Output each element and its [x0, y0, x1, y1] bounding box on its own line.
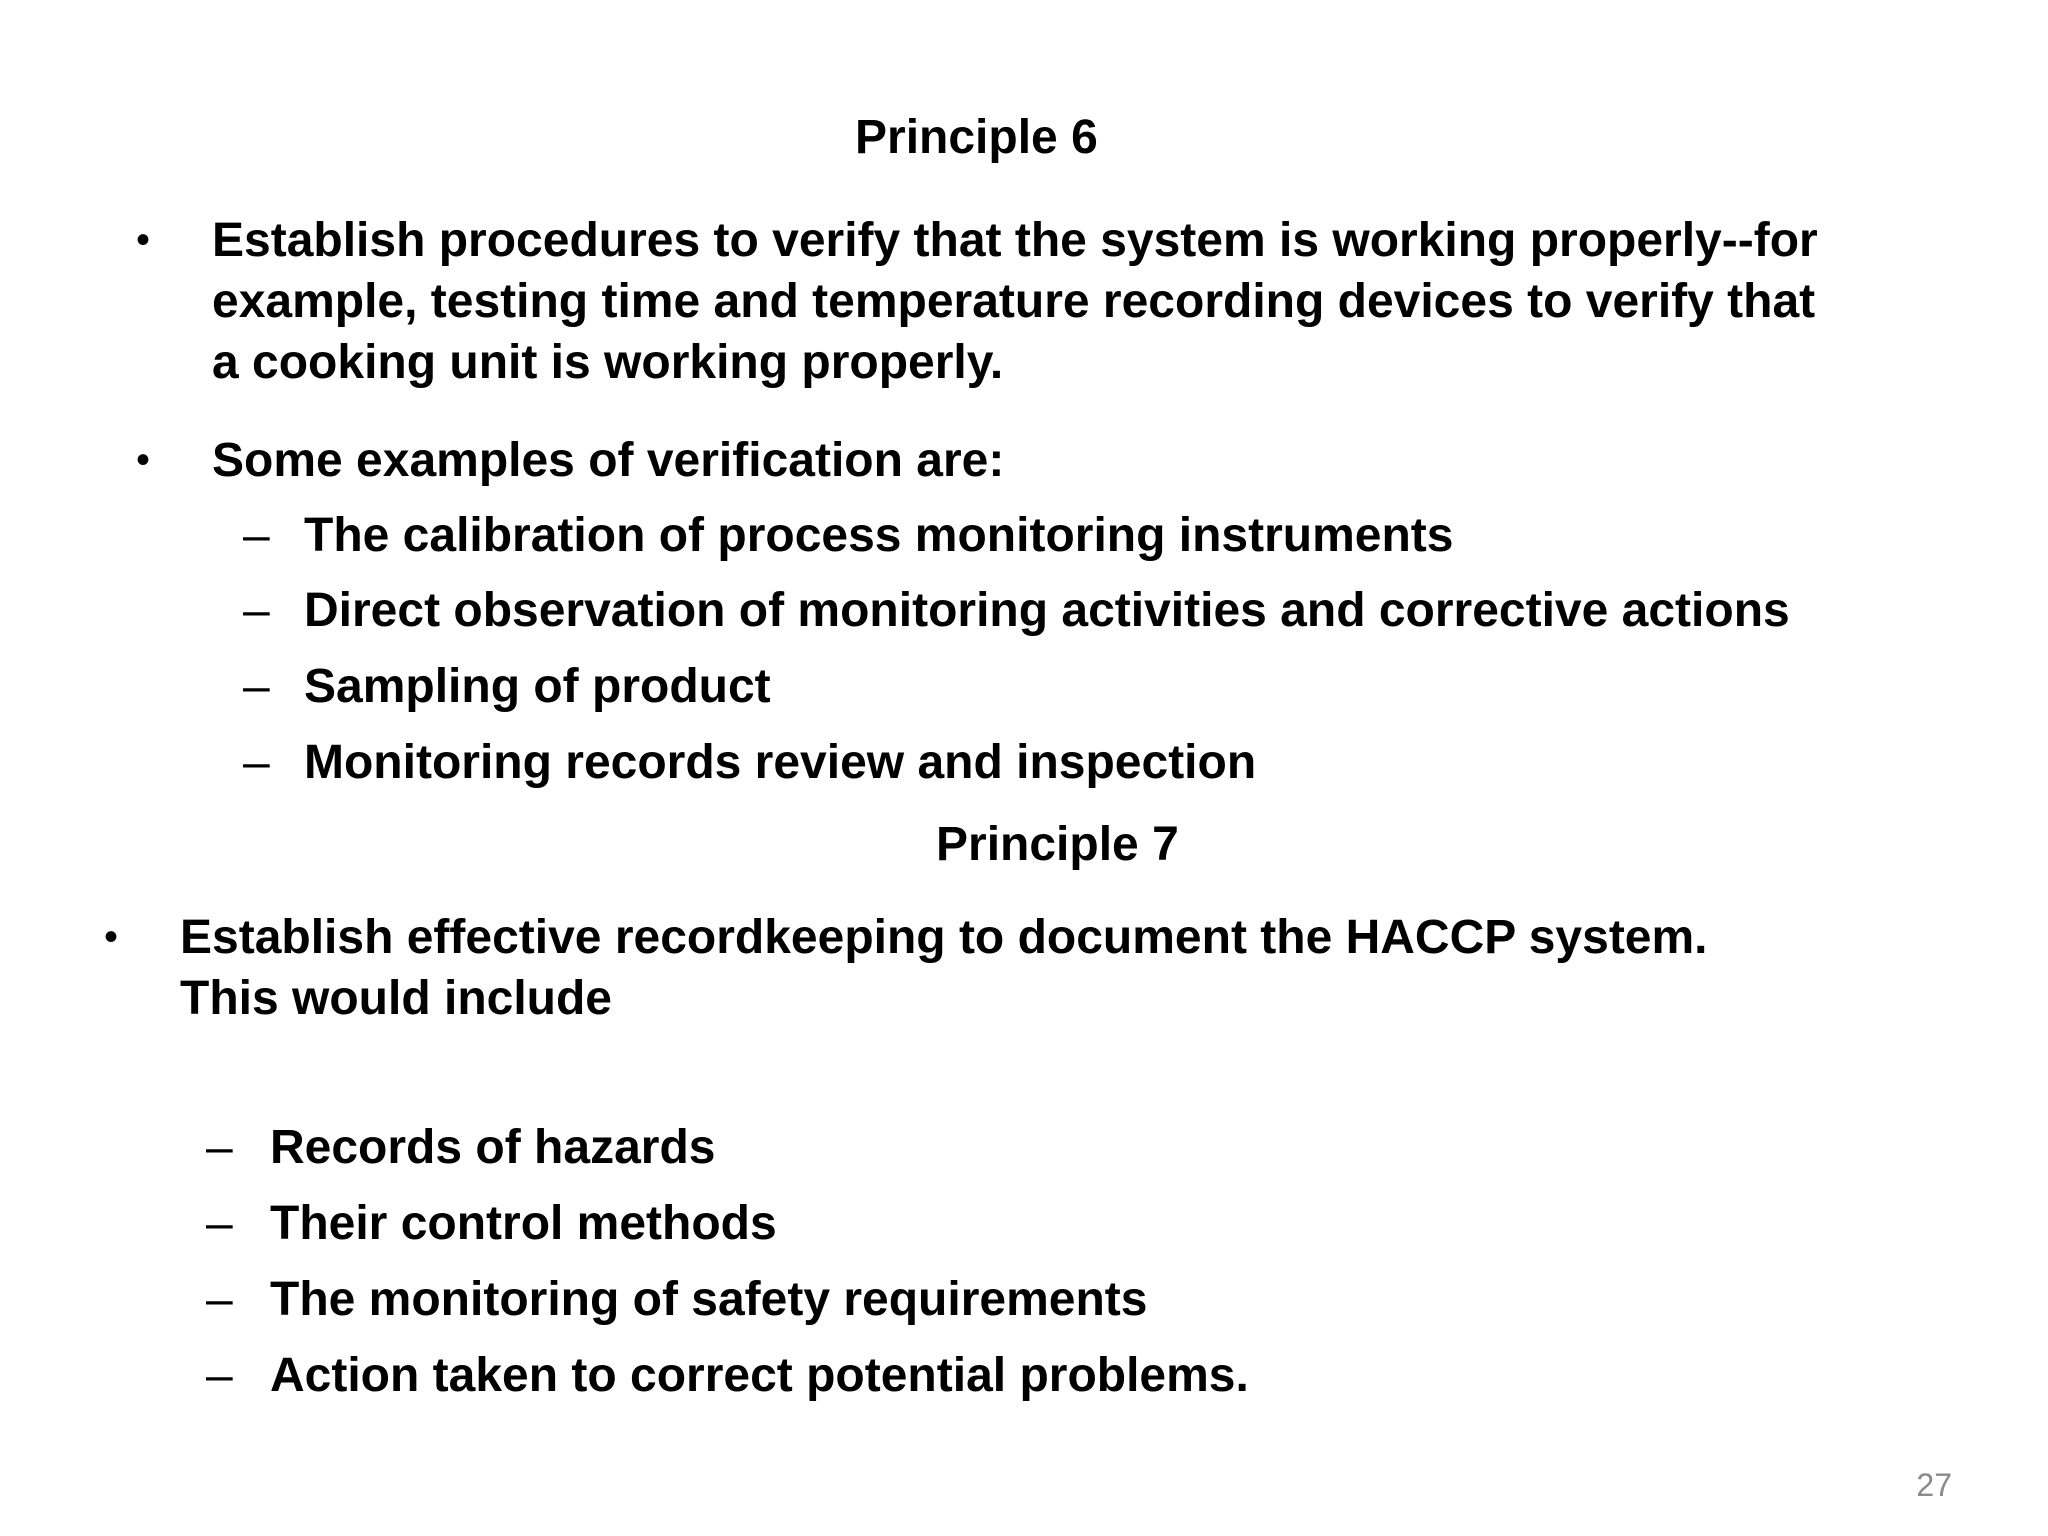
principle-7-heading: Principle 7	[936, 818, 1179, 871]
principle-7-sub-item	[206, 1269, 1906, 1330]
principle-6-bullet-1	[0, 210, 2048, 396]
principle-6-heading: Principle 6	[855, 111, 1098, 164]
bullet-text: Some examples of verification are:	[212, 434, 1005, 487]
sub-item-text: Their control methods	[270, 1197, 777, 1250]
bullet-icon: •	[136, 438, 151, 482]
page-number: 27	[1916, 1467, 1952, 1503]
dash-icon: –	[243, 736, 270, 789]
dash-icon: –	[206, 1273, 233, 1326]
principle-6-bullet-2	[0, 430, 2048, 491]
principle-6-sub-item	[243, 505, 1943, 566]
sub-item-text: Monitoring records review and inspection	[304, 736, 1257, 789]
bullet-line: Establish effective recordkeeping to document the HACCP system.	[180, 911, 1708, 964]
bullet-line: a cooking unit is working properly.	[212, 336, 1004, 389]
bullet-line: This would include	[180, 972, 612, 1025]
bullet-icon: •	[104, 915, 119, 959]
principle-7-sub-item	[206, 1193, 1906, 1254]
dash-icon: –	[243, 509, 270, 562]
principle-6-sub-item	[243, 580, 1943, 641]
dash-icon: –	[243, 660, 270, 713]
sub-item-text: Direct observation of monitoring activities and corrective actions	[304, 584, 1790, 637]
sub-item-text: Records of hazards	[270, 1121, 716, 1174]
dash-icon: –	[206, 1349, 233, 1402]
bullet-icon: •	[136, 218, 151, 262]
dash-icon: –	[243, 584, 270, 637]
principle-7-sub-item	[206, 1345, 1906, 1406]
principle-6-sub-item	[243, 732, 1943, 793]
sub-item-text: Sampling of product	[304, 660, 771, 713]
dash-icon: –	[206, 1197, 233, 1250]
dash-icon: –	[206, 1121, 233, 1174]
sub-item-text: The monitoring of safety requirements	[270, 1273, 1148, 1326]
principle-7-sub-item	[206, 1117, 1906, 1178]
principle-7-bullet	[0, 907, 2048, 1029]
bullet-line: example, testing time and temperature recording devices to verify that	[212, 275, 1816, 328]
bullet-line: Establish procedures to verify that the system is working properly--for	[212, 214, 1818, 267]
principle-6-sub-item	[243, 656, 1943, 717]
sub-item-text: Action taken to correct potential problems.	[270, 1349, 1249, 1402]
sub-item-text: The calibration of process monitoring instruments	[304, 509, 1454, 562]
